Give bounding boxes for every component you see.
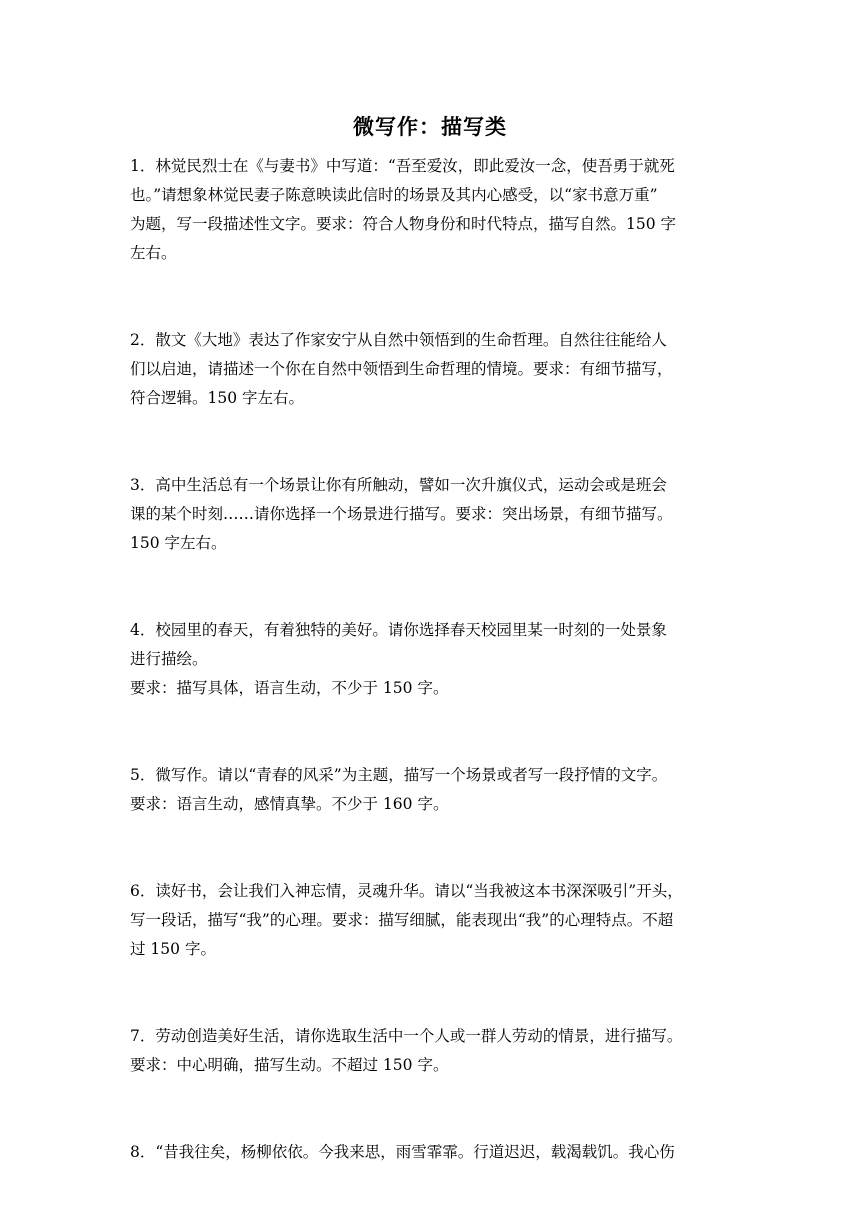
question-2-line-3: 符合逻辑。150 字左右。 [130,389,305,407]
question-3-line-3: 150 字左右。 [130,534,227,552]
question-3-line-2: 课的某个时刻……请你选择一个场景进行描写。要求：突出场景，有细节描写。 [130,505,673,523]
question-4-line-2: 进行描绘。 [130,650,208,668]
question-1-line-4: 左右。 [130,244,177,262]
question-8-line-1: 8．“昔我往矣，杨柳依依。今我来思，雨雪霏霏。行道迟迟，载渴载饥。我心伤 [130,1143,675,1161]
question-5 [130,761,730,819]
question-1 [130,152,730,268]
question-4 [130,616,730,703]
question-2-line-2: 们以启迪，请描述一个你在自然中领悟到生命哲理的情境。要求：有细节描写， [130,360,673,378]
question-1-line-3: 为题，写一段描述性文字。要求：符合人物身份和时代特点，描写自然。150 字 [130,215,677,233]
question-7 [130,1022,730,1080]
question-1-line-2: 也。”请想象林觉民妻子陈意映读此信时的场景及其内心感受，以“家书意万重” [130,186,658,204]
question-list [130,152,730,1225]
page-title: 微写作：描写类 [353,115,507,139]
question-2 [130,326,730,413]
question-3-line-1: 3．高中生活总有一个场景让你有所触动，譬如一次升旗仪式，运动会或是班会 [130,476,667,494]
question-3 [130,471,730,558]
question-1-line-1: 1．林觉民烈士在《与妻书》中写道：“吾至爱汝，即此爱汝一念，使吾勇于就死 [130,157,675,175]
question-6-line-3: 过 150 字。 [130,940,216,958]
question-5-line-2: 要求：语言生动，感情真挚。不少于 160 字。 [130,795,449,813]
question-6 [130,877,730,964]
question-7-line-1: 7．劳动创造美好生活，请你选取生活中一个人或一群人劳动的情景，进行描写。 [130,1027,683,1045]
question-4-line-1: 4．校园里的春天，有着独特的美好。请你选择春天校园里某一时刻的一处景象 [130,621,667,639]
question-5-line-1: 5．微写作。请以“青春的风采”为主题，描写一个场景或者写一段抒情的文字。 [130,766,668,784]
question-8 [130,1138,730,1167]
question-2-line-1: 2．散文《大地》表达了作家安宁从自然中领悟到的生命哲理。自然往往能给人 [130,331,667,349]
question-6-line-1: 6．读好书，会让我们入神忘情，灵魂升华。请以“当我被这本书深深吸引”开头， [130,882,683,900]
question-7-line-2: 要求：中心明确，描写生动。不超过 150 字。 [130,1056,449,1074]
question-6-line-2: 写一段话，描写“我”的心理。要求：描写细腻，能表现出“我”的心理特点。不超 [130,911,674,929]
question-4-line-3: 要求：描写具体，语言生动，不少于 150 字。 [130,679,449,697]
